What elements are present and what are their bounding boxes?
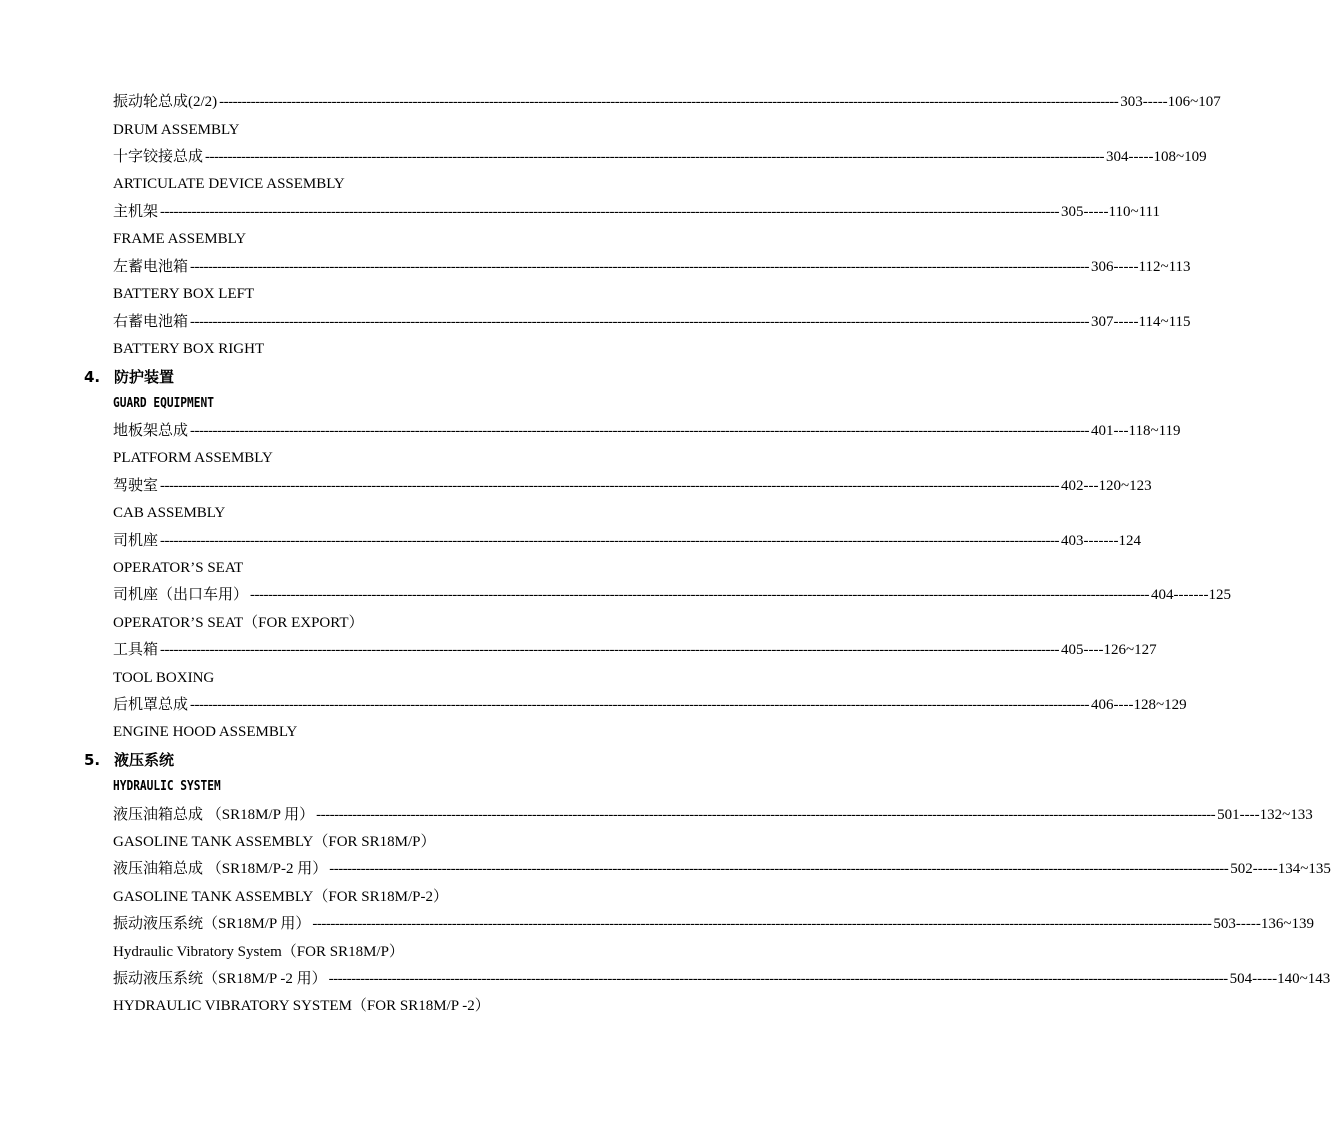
toc-entry-502: [113, 857, 1331, 881]
toc-entry-501: [113, 803, 1313, 827]
entry-page-ref: 502-----134~135: [1230, 861, 1331, 877]
toc-entry-403: [113, 529, 1142, 553]
section-number: 5.: [84, 751, 101, 769]
entry-page-ref: 503-----136~139: [1213, 916, 1315, 932]
dot-leader: --------------------------------------------------------------------------------------------------------------------------------------------------------------------------------------------------------: [190, 259, 1090, 275]
dot-leader: --------------------------------------------------------------------------------------------------------------------------------------------------------------------------------------------------------: [190, 314, 1090, 330]
entry-title-en: BATTERY BOX LEFT: [113, 286, 255, 302]
section-number: 4.: [84, 368, 101, 386]
entry-title-en: GASOLINE TANK ASSEMBLY（FOR SR18M/P）: [113, 834, 436, 850]
dot-leader: --------------------------------------------------------------------------------------------------------------------------------------------------------------------------------------------------------: [316, 807, 1216, 823]
dot-leader: --------------------------------------------------------------------------------------------------------------------------------------------------------------------------------------------------------: [250, 587, 1150, 603]
entry-title-en: OPERATOR’S SEAT: [113, 560, 244, 576]
entry-title-zh: 左蓄电池箱: [113, 259, 189, 275]
entry-page-ref: 406----128~129: [1091, 697, 1187, 713]
dot-leader: --------------------------------------------------------------------------------------------------------------------------------------------------------------------------------------------------------: [160, 533, 1060, 549]
entry-title-en: PLATFORM ASSEMBLY: [113, 450, 273, 466]
toc-entry-405: [113, 638, 1157, 662]
dot-leader: --------------------------------------------------------------------------------------------------------------------------------------------------------------------------------------------------------: [190, 697, 1090, 713]
dot-leader: --------------------------------------------------------------------------------------------------------------------------------------------------------------------------------------------------------: [160, 478, 1060, 494]
entry-title-zh: 十字铰接总成: [113, 149, 204, 165]
entry-page-ref: 504-----140~143: [1229, 971, 1331, 987]
entry-title-en: TOOL BOXING: [113, 670, 215, 686]
entry-title-zh: 地板架总成: [113, 423, 189, 439]
entry-page-ref: 307-----114~115: [1091, 314, 1191, 330]
entry-page-ref: 304-----108~109: [1106, 149, 1207, 165]
entry-title-zh: 液压油箱总成 （SR18M/P-2 用）: [113, 861, 328, 877]
entry-page-ref: 306-----112~113: [1091, 259, 1191, 275]
entry-title-en: BATTERY BOX RIGHT: [113, 341, 265, 357]
entry-title-en: CAB ASSEMBLY: [113, 505, 226, 521]
section-title-zh: 液压系统: [114, 751, 175, 769]
entry-page-ref: 401---118~119: [1091, 423, 1181, 439]
entry-title-zh: 后机罩总成: [113, 697, 189, 713]
entry-title-zh: 振动液压系统（SR18M/P 用）: [113, 916, 311, 932]
entry-page-ref: 405----126~127: [1061, 642, 1157, 658]
entry-page-ref: 402---120~123: [1061, 478, 1152, 494]
entry-page-ref: 305-----110~111: [1061, 204, 1160, 220]
entry-title-zh: 振动液压系统（SR18M/P -2 用）: [113, 971, 327, 987]
toc-entry-402: [113, 474, 1152, 498]
entry-title-zh: 司机座（出口车用）: [113, 587, 249, 603]
entry-title-en: GASOLINE TANK ASSEMBLY（FOR SR18M/P-2）: [113, 889, 448, 905]
entry-title-en: ARTICULATE DEVICE ASSEMBLY: [113, 176, 345, 192]
entry-title-zh: 振动轮总成(2/2): [113, 94, 218, 110]
entry-page-ref: 303-----106~107: [1120, 94, 1221, 110]
dot-leader: --------------------------------------------------------------------------------------------------------------------------------------------------------------------------------------------------------: [219, 94, 1119, 110]
section-heading-4: [84, 365, 174, 389]
section-title-zh: 防护装置: [114, 368, 175, 386]
toc-entry-504: [113, 967, 1331, 991]
entry-page-ref: 403-------124: [1061, 533, 1142, 549]
entry-title-en: OPERATOR’S SEAT（FOR EXPORT）: [113, 615, 364, 631]
dot-leader: --------------------------------------------------------------------------------------------------------------------------------------------------------------------------------------------------------: [190, 423, 1090, 439]
toc-entry-307: [113, 310, 1191, 334]
dot-leader: --------------------------------------------------------------------------------------------------------------------------------------------------------------------------------------------------------: [328, 971, 1228, 987]
section-title-en: HYDRAULIC SYSTEM: [113, 779, 221, 794]
toc-entry-401: [113, 419, 1181, 443]
toc-entry-304: [113, 145, 1207, 169]
entry-title-zh: 司机座: [113, 533, 159, 549]
dot-leader: --------------------------------------------------------------------------------------------------------------------------------------------------------------------------------------------------------: [312, 916, 1212, 932]
dot-leader: --------------------------------------------------------------------------------------------------------------------------------------------------------------------------------------------------------: [160, 642, 1060, 658]
toc-entry-306: [113, 255, 1191, 279]
entry-title-en: Hydraulic Vibratory System（FOR SR18M/P）: [113, 944, 404, 960]
dot-leader: --------------------------------------------------------------------------------------------------------------------------------------------------------------------------------------------------------: [329, 861, 1229, 877]
toc-entry-303: [113, 90, 1221, 114]
entry-title-zh: 液压油箱总成 （SR18M/P 用）: [113, 807, 315, 823]
toc-entry-305: [113, 200, 1160, 224]
section-title-en: GUARD EQUIPMENT: [113, 396, 214, 411]
entry-page-ref: 404-------125: [1151, 587, 1232, 603]
entry-title-en: ENGINE HOOD ASSEMBLY: [113, 724, 298, 740]
dot-leader: --------------------------------------------------------------------------------------------------------------------------------------------------------------------------------------------------------: [205, 149, 1105, 165]
entry-title-zh: 右蓄电池箱: [113, 314, 189, 330]
entry-title-zh: 驾驶室: [113, 478, 159, 494]
entry-title-en: HYDRAULIC VIBRATORY SYSTEM（FOR SR18M/P -2）: [113, 998, 490, 1014]
entry-title-zh: 工具箱: [113, 642, 159, 658]
entry-page-ref: 501----132~133: [1217, 807, 1313, 823]
dot-leader: --------------------------------------------------------------------------------------------------------------------------------------------------------------------------------------------------------: [160, 204, 1060, 220]
entry-title-en: FRAME ASSEMBLY: [113, 231, 247, 247]
toc-entry-406: [113, 693, 1187, 717]
section-heading-5: [84, 748, 174, 772]
toc-entry-503: [113, 912, 1315, 936]
toc-entry-404: [113, 583, 1232, 607]
entry-title-en: DRUM ASSEMBLY: [113, 122, 240, 138]
entry-title-zh: 主机架: [113, 204, 159, 220]
